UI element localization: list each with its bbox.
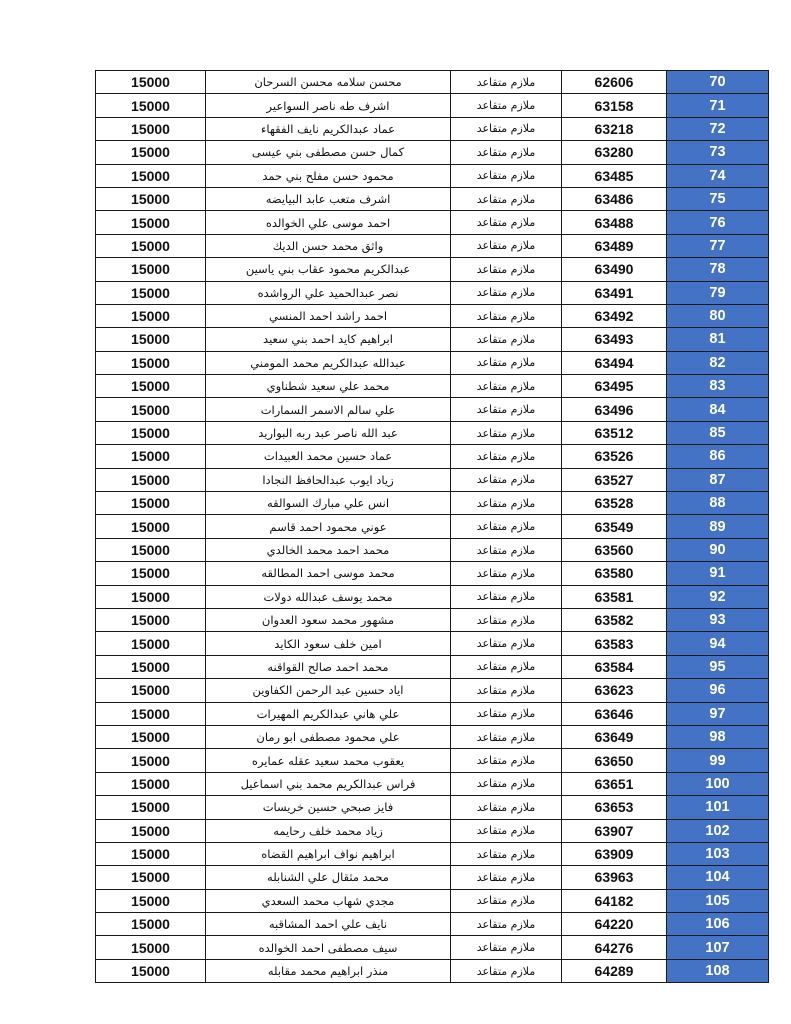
serial-number-cell: 71 (667, 94, 769, 117)
military-number-cell: 63582 (562, 608, 667, 631)
military-number-cell: 64276 (562, 936, 667, 959)
name-cell: اشرف متعب عابد البيايضه (206, 187, 451, 210)
amount-cell: 15000 (96, 913, 206, 936)
amount-cell: 15000 (96, 772, 206, 795)
rank-cell: ملازم متقاعد (451, 94, 562, 117)
military-number-cell: 62606 (562, 71, 667, 94)
name-cell: نصر عبدالحميد علي الرواشده (206, 281, 451, 304)
rank-cell: ملازم متقاعد (451, 842, 562, 865)
table-row (96, 234, 769, 257)
rank-cell: ملازم متقاعد (451, 117, 562, 140)
table-row (96, 375, 769, 398)
amount-cell: 15000 (96, 375, 206, 398)
table-row (96, 866, 769, 889)
rank-cell: ملازم متقاعد (451, 585, 562, 608)
name-cell: محمد علي سعيد شطناوي (206, 375, 451, 398)
serial-number-cell: 87 (667, 468, 769, 491)
military-number-cell: 63623 (562, 679, 667, 702)
serial-number-cell: 72 (667, 117, 769, 140)
name-cell: محمود حسن مفلح بني حمد (206, 164, 451, 187)
military-number-cell: 63583 (562, 632, 667, 655)
rank-cell: ملازم متقاعد (451, 141, 562, 164)
rank-cell: ملازم متقاعد (451, 445, 562, 468)
name-cell: عماد حسين محمد العبيدات (206, 445, 451, 468)
table-row (96, 304, 769, 327)
serial-number-cell: 103 (667, 842, 769, 865)
rank-cell: ملازم متقاعد (451, 71, 562, 94)
retirees-table (95, 70, 769, 983)
rank-cell: ملازم متقاعد (451, 796, 562, 819)
amount-cell: 15000 (96, 234, 206, 257)
serial-number-cell: 86 (667, 445, 769, 468)
military-number-cell: 63646 (562, 702, 667, 725)
rank-cell: ملازم متقاعد (451, 702, 562, 725)
amount-cell: 15000 (96, 304, 206, 327)
military-number-cell: 63580 (562, 562, 667, 585)
table-row (96, 187, 769, 210)
name-cell: محمد احمد محمد الخالدي (206, 538, 451, 561)
amount-cell: 15000 (96, 281, 206, 304)
name-cell: محمد يوسف عبدالله دولات (206, 585, 451, 608)
name-cell: ابراهيم كايد احمد بني سعيد (206, 328, 451, 351)
rank-cell: ملازم متقاعد (451, 328, 562, 351)
military-number-cell: 63496 (562, 398, 667, 421)
military-number-cell: 64220 (562, 913, 667, 936)
military-number-cell: 63527 (562, 468, 667, 491)
rank-cell: ملازم متقاعد (451, 468, 562, 491)
amount-cell: 15000 (96, 94, 206, 117)
rank-cell: ملازم متقاعد (451, 258, 562, 281)
rank-cell: ملازم متقاعد (451, 492, 562, 515)
amount-cell: 15000 (96, 725, 206, 748)
serial-number-cell: 106 (667, 913, 769, 936)
serial-number-cell: 101 (667, 796, 769, 819)
military-number-cell: 63491 (562, 281, 667, 304)
table-row (96, 398, 769, 421)
amount-cell: 15000 (96, 164, 206, 187)
table-row (96, 538, 769, 561)
name-cell: نايف علي احمد المشاقبه (206, 913, 451, 936)
serial-number-cell: 77 (667, 234, 769, 257)
military-number-cell: 63494 (562, 351, 667, 374)
table-row (96, 608, 769, 631)
name-cell: فايز صبحي حسين خريسات (206, 796, 451, 819)
name-cell: علي هاني عبدالكريم المهيرات (206, 702, 451, 725)
name-cell: محمد موسى احمد المطالقه (206, 562, 451, 585)
amount-cell: 15000 (96, 866, 206, 889)
table-row (96, 94, 769, 117)
amount-cell: 15000 (96, 889, 206, 912)
military-number-cell: 63495 (562, 375, 667, 398)
table-row (96, 655, 769, 678)
rank-cell: ملازم متقاعد (451, 538, 562, 561)
serial-number-cell: 105 (667, 889, 769, 912)
retirees-table-body (96, 71, 769, 983)
serial-number-cell: 99 (667, 749, 769, 772)
military-number-cell: 64182 (562, 889, 667, 912)
serial-number-cell: 104 (667, 866, 769, 889)
rank-cell: ملازم متقاعد (451, 515, 562, 538)
table-row (96, 725, 769, 748)
table-row (96, 468, 769, 491)
rank-cell: ملازم متقاعد (451, 234, 562, 257)
name-cell: امين خلف سعود الكايد (206, 632, 451, 655)
rank-cell: ملازم متقاعد (451, 749, 562, 772)
amount-cell: 15000 (96, 632, 206, 655)
name-cell: مشهور محمد سعود العدوان (206, 608, 451, 631)
amount-cell: 15000 (96, 141, 206, 164)
name-cell: عبد الله ناصر عبد ربه البواريد (206, 421, 451, 444)
serial-number-cell: 96 (667, 679, 769, 702)
amount-cell: 15000 (96, 258, 206, 281)
military-number-cell: 63581 (562, 585, 667, 608)
rank-cell: ملازم متقاعد (451, 187, 562, 210)
name-cell: علي سالم الاسمر السمارات (206, 398, 451, 421)
table-row (96, 585, 769, 608)
name-cell: زياد محمد خلف رحايمه (206, 819, 451, 842)
name-cell: سيف مصطفى احمد الخوالده (206, 936, 451, 959)
name-cell: علي محمود مصطفى ابو رمان (206, 725, 451, 748)
serial-number-cell: 93 (667, 608, 769, 631)
name-cell: يعقوب محمد سعيد عقله عمايره (206, 749, 451, 772)
serial-number-cell: 78 (667, 258, 769, 281)
amount-cell: 15000 (96, 211, 206, 234)
amount-cell: 15000 (96, 538, 206, 561)
table-row (96, 889, 769, 912)
military-number-cell: 64289 (562, 959, 667, 982)
name-cell: محمد مثقال علي الشنابله (206, 866, 451, 889)
amount-cell: 15000 (96, 562, 206, 585)
amount-cell: 15000 (96, 608, 206, 631)
military-number-cell: 63512 (562, 421, 667, 444)
serial-number-cell: 97 (667, 702, 769, 725)
amount-cell: 15000 (96, 351, 206, 374)
military-number-cell: 63584 (562, 655, 667, 678)
serial-number-cell: 85 (667, 421, 769, 444)
name-cell: عبدالله عبدالكريم محمد المومني (206, 351, 451, 374)
name-cell: فراس عبدالكريم محمد بني اسماعيل (206, 772, 451, 795)
serial-number-cell: 89 (667, 515, 769, 538)
military-number-cell: 63218 (562, 117, 667, 140)
serial-number-cell: 84 (667, 398, 769, 421)
amount-cell: 15000 (96, 187, 206, 210)
military-number-cell: 63909 (562, 842, 667, 865)
rank-cell: ملازم متقاعد (451, 959, 562, 982)
amount-cell: 15000 (96, 936, 206, 959)
military-number-cell: 63493 (562, 328, 667, 351)
rank-cell: ملازم متقاعد (451, 679, 562, 702)
serial-number-cell: 100 (667, 772, 769, 795)
rank-cell: ملازم متقاعد (451, 655, 562, 678)
amount-cell: 15000 (96, 679, 206, 702)
military-number-cell: 63653 (562, 796, 667, 819)
rank-cell: ملازم متقاعد (451, 398, 562, 421)
serial-number-cell: 75 (667, 187, 769, 210)
name-cell: اياد حسين عبد الرحمن الكفاوين (206, 679, 451, 702)
serial-number-cell: 80 (667, 304, 769, 327)
serial-number-cell: 83 (667, 375, 769, 398)
rank-cell: ملازم متقاعد (451, 164, 562, 187)
military-number-cell: 63526 (562, 445, 667, 468)
serial-number-cell: 79 (667, 281, 769, 304)
military-number-cell: 63651 (562, 772, 667, 795)
amount-cell: 15000 (96, 328, 206, 351)
amount-cell: 15000 (96, 585, 206, 608)
table-row (96, 211, 769, 234)
name-cell: انس علي مبارك السوالقه (206, 492, 451, 515)
table-row (96, 749, 769, 772)
rank-cell: ملازم متقاعد (451, 866, 562, 889)
name-cell: منذر ابراهيم محمد مقابله (206, 959, 451, 982)
rank-cell: ملازم متقاعد (451, 913, 562, 936)
serial-number-cell: 107 (667, 936, 769, 959)
serial-number-cell: 76 (667, 211, 769, 234)
military-number-cell: 63649 (562, 725, 667, 748)
rank-cell: ملازم متقاعد (451, 351, 562, 374)
name-cell: احمد موسى علي الخوالده (206, 211, 451, 234)
table-row (96, 445, 769, 468)
name-cell: مجدي شهاب محمد السعدي (206, 889, 451, 912)
amount-cell: 15000 (96, 655, 206, 678)
serial-number-cell: 94 (667, 632, 769, 655)
amount-cell: 15000 (96, 959, 206, 982)
serial-number-cell: 81 (667, 328, 769, 351)
name-cell: احمد راشد احمد المنسي (206, 304, 451, 327)
amount-cell: 15000 (96, 515, 206, 538)
name-cell: كمال حسن مصطفى بني عيسى (206, 141, 451, 164)
military-number-cell: 63490 (562, 258, 667, 281)
serial-number-cell: 70 (667, 71, 769, 94)
rank-cell: ملازم متقاعد (451, 281, 562, 304)
rank-cell: ملازم متقاعد (451, 211, 562, 234)
military-number-cell: 63528 (562, 492, 667, 515)
amount-cell: 15000 (96, 71, 206, 94)
military-number-cell: 63485 (562, 164, 667, 187)
military-number-cell: 63280 (562, 141, 667, 164)
amount-cell: 15000 (96, 468, 206, 491)
table-row (96, 702, 769, 725)
military-number-cell: 63549 (562, 515, 667, 538)
name-cell: عماد عبدالكريم نايف الفقهاء (206, 117, 451, 140)
serial-number-cell: 73 (667, 141, 769, 164)
name-cell: محسن سلامه محسن السرحان (206, 71, 451, 94)
military-number-cell: 63492 (562, 304, 667, 327)
military-number-cell: 63650 (562, 749, 667, 772)
amount-cell: 15000 (96, 117, 206, 140)
table-row (96, 492, 769, 515)
rank-cell: ملازم متقاعد (451, 562, 562, 585)
amount-cell: 15000 (96, 445, 206, 468)
table-row (96, 141, 769, 164)
table-row (96, 632, 769, 655)
name-cell: محمد احمد صالح القواقنه (206, 655, 451, 678)
military-number-cell: 63488 (562, 211, 667, 234)
military-number-cell: 63560 (562, 538, 667, 561)
table-row (96, 281, 769, 304)
amount-cell: 15000 (96, 421, 206, 444)
amount-cell: 15000 (96, 492, 206, 515)
amount-cell: 15000 (96, 398, 206, 421)
rank-cell: ملازم متقاعد (451, 819, 562, 842)
rank-cell: ملازم متقاعد (451, 608, 562, 631)
rank-cell: ملازم متقاعد (451, 632, 562, 655)
serial-number-cell: 102 (667, 819, 769, 842)
serial-number-cell: 92 (667, 585, 769, 608)
military-number-cell: 63907 (562, 819, 667, 842)
serial-number-cell: 98 (667, 725, 769, 748)
table-row (96, 328, 769, 351)
name-cell: عبدالكريم محمود عقاب بني ياسين (206, 258, 451, 281)
serial-number-cell: 90 (667, 538, 769, 561)
military-number-cell: 63158 (562, 94, 667, 117)
rank-cell: ملازم متقاعد (451, 889, 562, 912)
rank-cell: ملازم متقاعد (451, 304, 562, 327)
amount-cell: 15000 (96, 819, 206, 842)
name-cell: واثق محمد حسن الديك (206, 234, 451, 257)
table-row (96, 164, 769, 187)
rank-cell: ملازم متقاعد (451, 936, 562, 959)
table-row (96, 515, 769, 538)
table-row (96, 796, 769, 819)
serial-number-cell: 108 (667, 959, 769, 982)
table-row (96, 913, 769, 936)
serial-number-cell: 82 (667, 351, 769, 374)
table-row (96, 936, 769, 959)
table-row (96, 562, 769, 585)
table-row (96, 959, 769, 982)
serial-number-cell: 95 (667, 655, 769, 678)
amount-cell: 15000 (96, 749, 206, 772)
serial-number-cell: 88 (667, 492, 769, 515)
name-cell: عوني محمود احمد قاسم (206, 515, 451, 538)
military-number-cell: 63963 (562, 866, 667, 889)
military-number-cell: 63486 (562, 187, 667, 210)
table-row (96, 351, 769, 374)
rank-cell: ملازم متقاعد (451, 421, 562, 444)
serial-number-cell: 74 (667, 164, 769, 187)
name-cell: زياد ايوب عبدالحافظ النجادا (206, 468, 451, 491)
name-cell: ابراهيم نواف ابراهيم القضاه (206, 842, 451, 865)
table-row (96, 679, 769, 702)
rank-cell: ملازم متقاعد (451, 772, 562, 795)
military-number-cell: 63489 (562, 234, 667, 257)
amount-cell: 15000 (96, 796, 206, 819)
amount-cell: 15000 (96, 842, 206, 865)
table-row (96, 772, 769, 795)
table-row (96, 842, 769, 865)
table-row (96, 819, 769, 842)
amount-cell: 15000 (96, 702, 206, 725)
rank-cell: ملازم متقاعد (451, 375, 562, 398)
rank-cell: ملازم متقاعد (451, 725, 562, 748)
table-row (96, 421, 769, 444)
table-row (96, 117, 769, 140)
table-row (96, 258, 769, 281)
serial-number-cell: 91 (667, 562, 769, 585)
table-row (96, 71, 769, 94)
name-cell: اشرف طه ناصر السواعير (206, 94, 451, 117)
